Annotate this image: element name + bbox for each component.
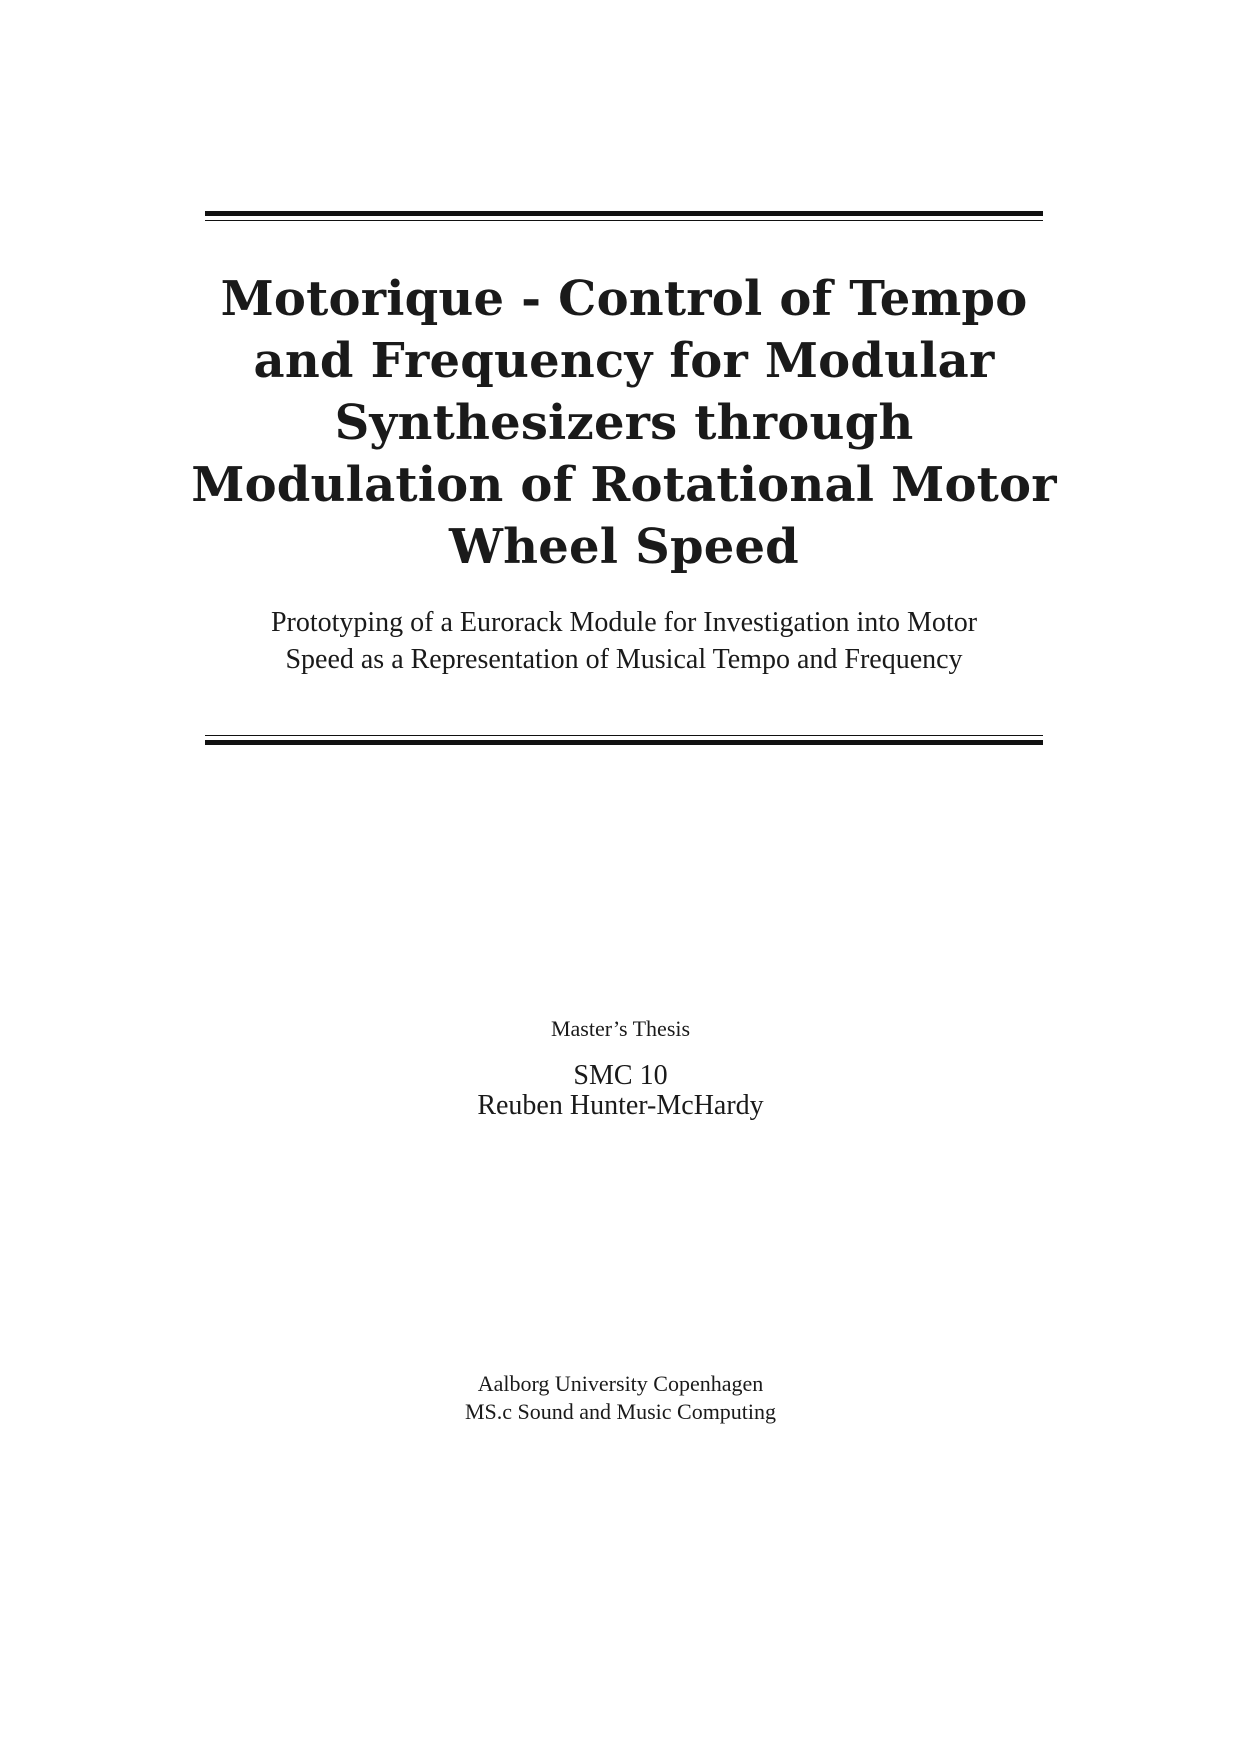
title-line: Motorique - Control of Tempo	[220, 271, 1028, 327]
thesis-type: Master’s Thesis	[550, 1016, 691, 1041]
top-rule-thin-line	[205, 220, 1043, 221]
title-line: Wheel Speed	[449, 519, 799, 575]
institution-name: Aalborg University Copenhagen	[477, 1371, 764, 1396]
title-line: Synthesizers through	[334, 395, 914, 451]
thesis-title	[190, 268, 1058, 578]
programme-name: MS.c Sound and Music Computing	[464, 1399, 777, 1424]
thesis-subtitle	[190, 604, 1058, 678]
author-name: Reuben Hunter-McHardy	[477, 1090, 764, 1121]
title-line: and Frequency for Modular	[253, 333, 995, 389]
bottom-rule-thick-line	[205, 740, 1043, 745]
group-name: SMC 10	[573, 1060, 668, 1091]
title-line: Modulation of Rotational Motor	[191, 457, 1057, 513]
bottom-double-rule	[205, 735, 1043, 745]
top-double-rule	[205, 211, 1043, 221]
subtitle-line: Speed as a Representation of Musical Tempo and Frequency	[285, 644, 963, 675]
subtitle-line: Prototyping of a Eurorack Module for Investigation into Motor	[270, 607, 978, 638]
